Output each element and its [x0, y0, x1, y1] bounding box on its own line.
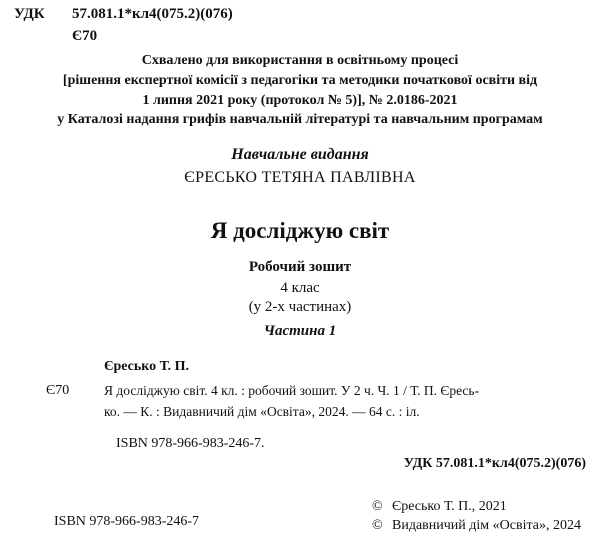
book-grade: 4 клас: [280, 280, 320, 296]
catalog-description-2: ко. — К. : Видавничий дім «Освіта», 2024. — 64 с. : іл.: [104, 404, 420, 419]
copyright-symbol-1: ©: [372, 499, 383, 514]
copyright-symbol-2: ©: [372, 518, 383, 533]
copyright-publisher: Видавничий дім «Освіта», 2024: [392, 518, 581, 533]
catalog-author: Єресько Т. П.: [104, 359, 189, 374]
book-part: Частина 1: [263, 323, 337, 339]
catalog-description-1: Я досліджую світ. 4 кл. : робочий зошит. У 2 ч. Ч. 1 / Т. П. Єресь-: [104, 383, 480, 398]
catalog-mark: Є70: [46, 383, 70, 398]
author-mark: Є70: [72, 28, 98, 44]
catalog-isbn: ISBN 978-966-983-246-7.: [116, 436, 265, 451]
catalog-udk: УДК 57.081.1*кл4(075.2)(076): [403, 456, 586, 471]
approval-line-2: [рішення експертної комісії з педагогіки та методики початкової освіти від: [62, 73, 538, 88]
udk-label: УДК: [14, 6, 45, 22]
author-full-name: ЄРЕСЬКО ТЕТЯНА ПАВЛІВНА: [184, 169, 416, 186]
book-parts: (у 2-х частинах): [248, 299, 352, 315]
book-title: Я досліджую світ: [210, 218, 390, 243]
footer-isbn: ISBN 978-966-983-246-7: [54, 514, 200, 529]
copyright-author: Єресько Т. П., 2021: [392, 499, 507, 514]
approval-line-1: Схвалено для використання в освітньому процесі: [141, 53, 459, 68]
book-subtitle: Робочий зошит: [248, 259, 352, 275]
edition-type: Навчальне видання: [231, 146, 369, 163]
approval-line-4: у Каталозі надання грифів навчальній літературі та навчальним програмам: [57, 112, 543, 127]
udk-code: 57.081.1*кл4(075.2)(076): [72, 6, 233, 22]
approval-line-3: 1 липня 2021 року (протокол № 5)], № 2.0186-2021: [142, 93, 458, 108]
